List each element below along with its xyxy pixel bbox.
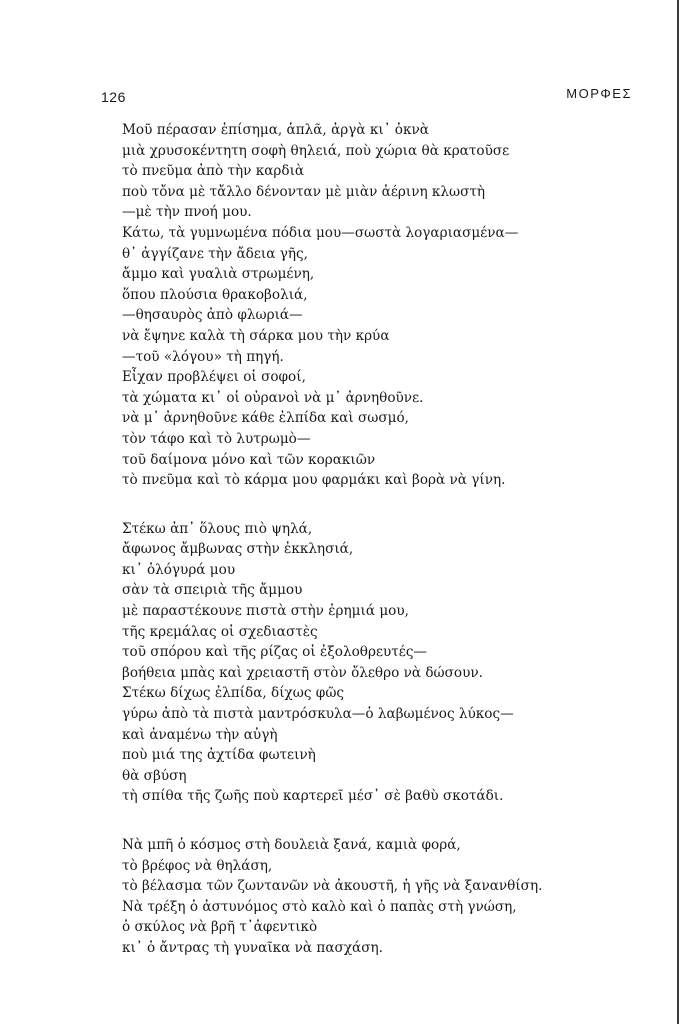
poem-line: τὸ βέλασμα τῶν ζωντανῶν νὰ ἀκουστῆ, ἡ γῆς νὰ ξανανθίση. [122, 878, 543, 895]
poem-line: τὸ πνεῦμα καὶ τὸ κάρμα μου φαρμάκι καὶ βορὰ νὰ γίνη. [122, 472, 506, 489]
poem-line: θὰ σβύση [122, 767, 187, 784]
poem-line: θ᾽ ἀγγίζανε τὴν ἄδεια γῆς, [122, 245, 308, 262]
poem-line: ὅπου πλούσια θρακοβολιά, [122, 286, 308, 303]
poem-line: τὴ σπίθα τῆς ζωῆς ποὺ καρτερεῖ μέσ᾽ σὲ βαθὺ σκοτάδι. [122, 788, 504, 805]
poem-line: τὸ πνεῦμα ἀπὸ τὴν καρδιὰ [122, 163, 305, 180]
poem-line: Στέκω δίχως ἐλπίδα, δίχως φῶς [122, 685, 345, 702]
poem-line: μιὰ χρυσοκέντητη σοφὴ θηλειά, ποὺ χώρια θὰ κρατοῦσε [122, 142, 510, 159]
page-number: 126 [101, 89, 126, 105]
poem-line: τοῦ δαίμονα μόνο καὶ τῶν κορακιῶν [122, 451, 376, 468]
poem-line: νὰ μ᾽ ἀρνηθοῦνε κάθε ἐλπίδα καὶ σωσμό, [122, 410, 409, 427]
poem-line: κι᾽ ὁλόγυρά μου [122, 561, 236, 578]
poem-line: τὸ βρέφος νὰ θηλάση, [122, 857, 273, 874]
poem-line: τοῦ σπόρου καὶ τῆς ρίζας οἱ ἐξολοθρευτές— [122, 644, 428, 661]
running-title: ΜΟΡΦΕΣ [566, 86, 632, 101]
poem-line: Εἶχαν προβλέψει οἱ σοφοί, [122, 369, 306, 386]
poem-line: Νὰ τρέξη ὁ ἀστυνόμος στὸ καλὸ καὶ ὁ παπὰς στὴ γνώση, [122, 898, 517, 915]
poem-line: ὁ σκύλος νὰ βρῆ τ᾽ἀφεντικὸ [122, 919, 318, 936]
poem-line: Στέκω ἀπ᾽ ὅλους πιὸ ψηλά, [122, 520, 313, 537]
poem-line: ἄφωνος ἄμβωνας στὴν ἐκκλησιά, [122, 541, 354, 558]
poem-line: τῆς κρεμάλας οἱ σχεδιαστὲς [122, 623, 318, 640]
poem-line: νὰ ἔψηνε καλὰ τὴ σάρκα μου τὴν κρύα [122, 327, 390, 344]
poem-line: Νὰ μπῆ ὁ κόσμος στὴ δουλειὰ ξανά, καμιὰ φορά, [122, 837, 461, 853]
poem-line: κι᾽ ὁ ἄντρας τὴ γυναῖκα νὰ πασχάση. [122, 939, 383, 956]
poem-line: γύρω ἀπὸ τὰ πιστὰ μαντρόσκυλα—ὁ λαβωμένος λύκος— [122, 706, 514, 723]
poem-line: —μὲ τὴν πνοή μου. [122, 204, 252, 221]
poem-line: ἄμμο καὶ γυαλιὰ στρωμένη, [122, 266, 315, 283]
stanza [122, 120, 642, 491]
poem-line: τὸν τάφο καὶ τὸ λυτρωμὸ— [122, 430, 311, 447]
stanza [122, 835, 642, 959]
page-edge [677, 0, 679, 1024]
poem-line: βοήθεια μπὰς καὶ χρειαστῆ στὸν ὄλεθρο νὰ δώσουν. [122, 664, 483, 681]
poem-line: —θησαυρὸς ἀπὸ φλωριά— [122, 307, 303, 324]
poem-line: καὶ ἀναμένω τὴν αὐγὴ [122, 726, 278, 743]
poem-body [122, 120, 642, 959]
poem-line: μὲ παραστέκουνε πιστὰ στὴν ἐρημιά μου, [122, 603, 409, 620]
poem-line: Μοῦ πέρασαν ἐπίσημα, ἁπλᾶ, ἀργὰ κι᾽ ὀκνὰ [122, 122, 429, 138]
poem-line: ποὺ μιά της ἀχτίδα φωτεινὴ [122, 747, 316, 764]
poem-line: Κάτω, τὰ γυμνωμένα πόδια μου—σωστὰ λογαριασμένα— [122, 224, 519, 241]
poem-line: —τοῦ «λόγου» τὴ πηγή. [122, 348, 284, 365]
poem-line: σὰν τὰ σπειριὰ τῆς ἄμμου [122, 582, 303, 599]
stanza [122, 519, 642, 807]
poem-line: ποὺ τὄνα μὲ τἄλλο δένονταν μὲ μιὰν ἀέρινη κλωστὴ [122, 183, 486, 200]
poem-line: τὰ χώματα κι᾽ οἱ οὐρανοὶ νὰ μ᾽ ἀρνηθοῦνε. [122, 389, 424, 406]
